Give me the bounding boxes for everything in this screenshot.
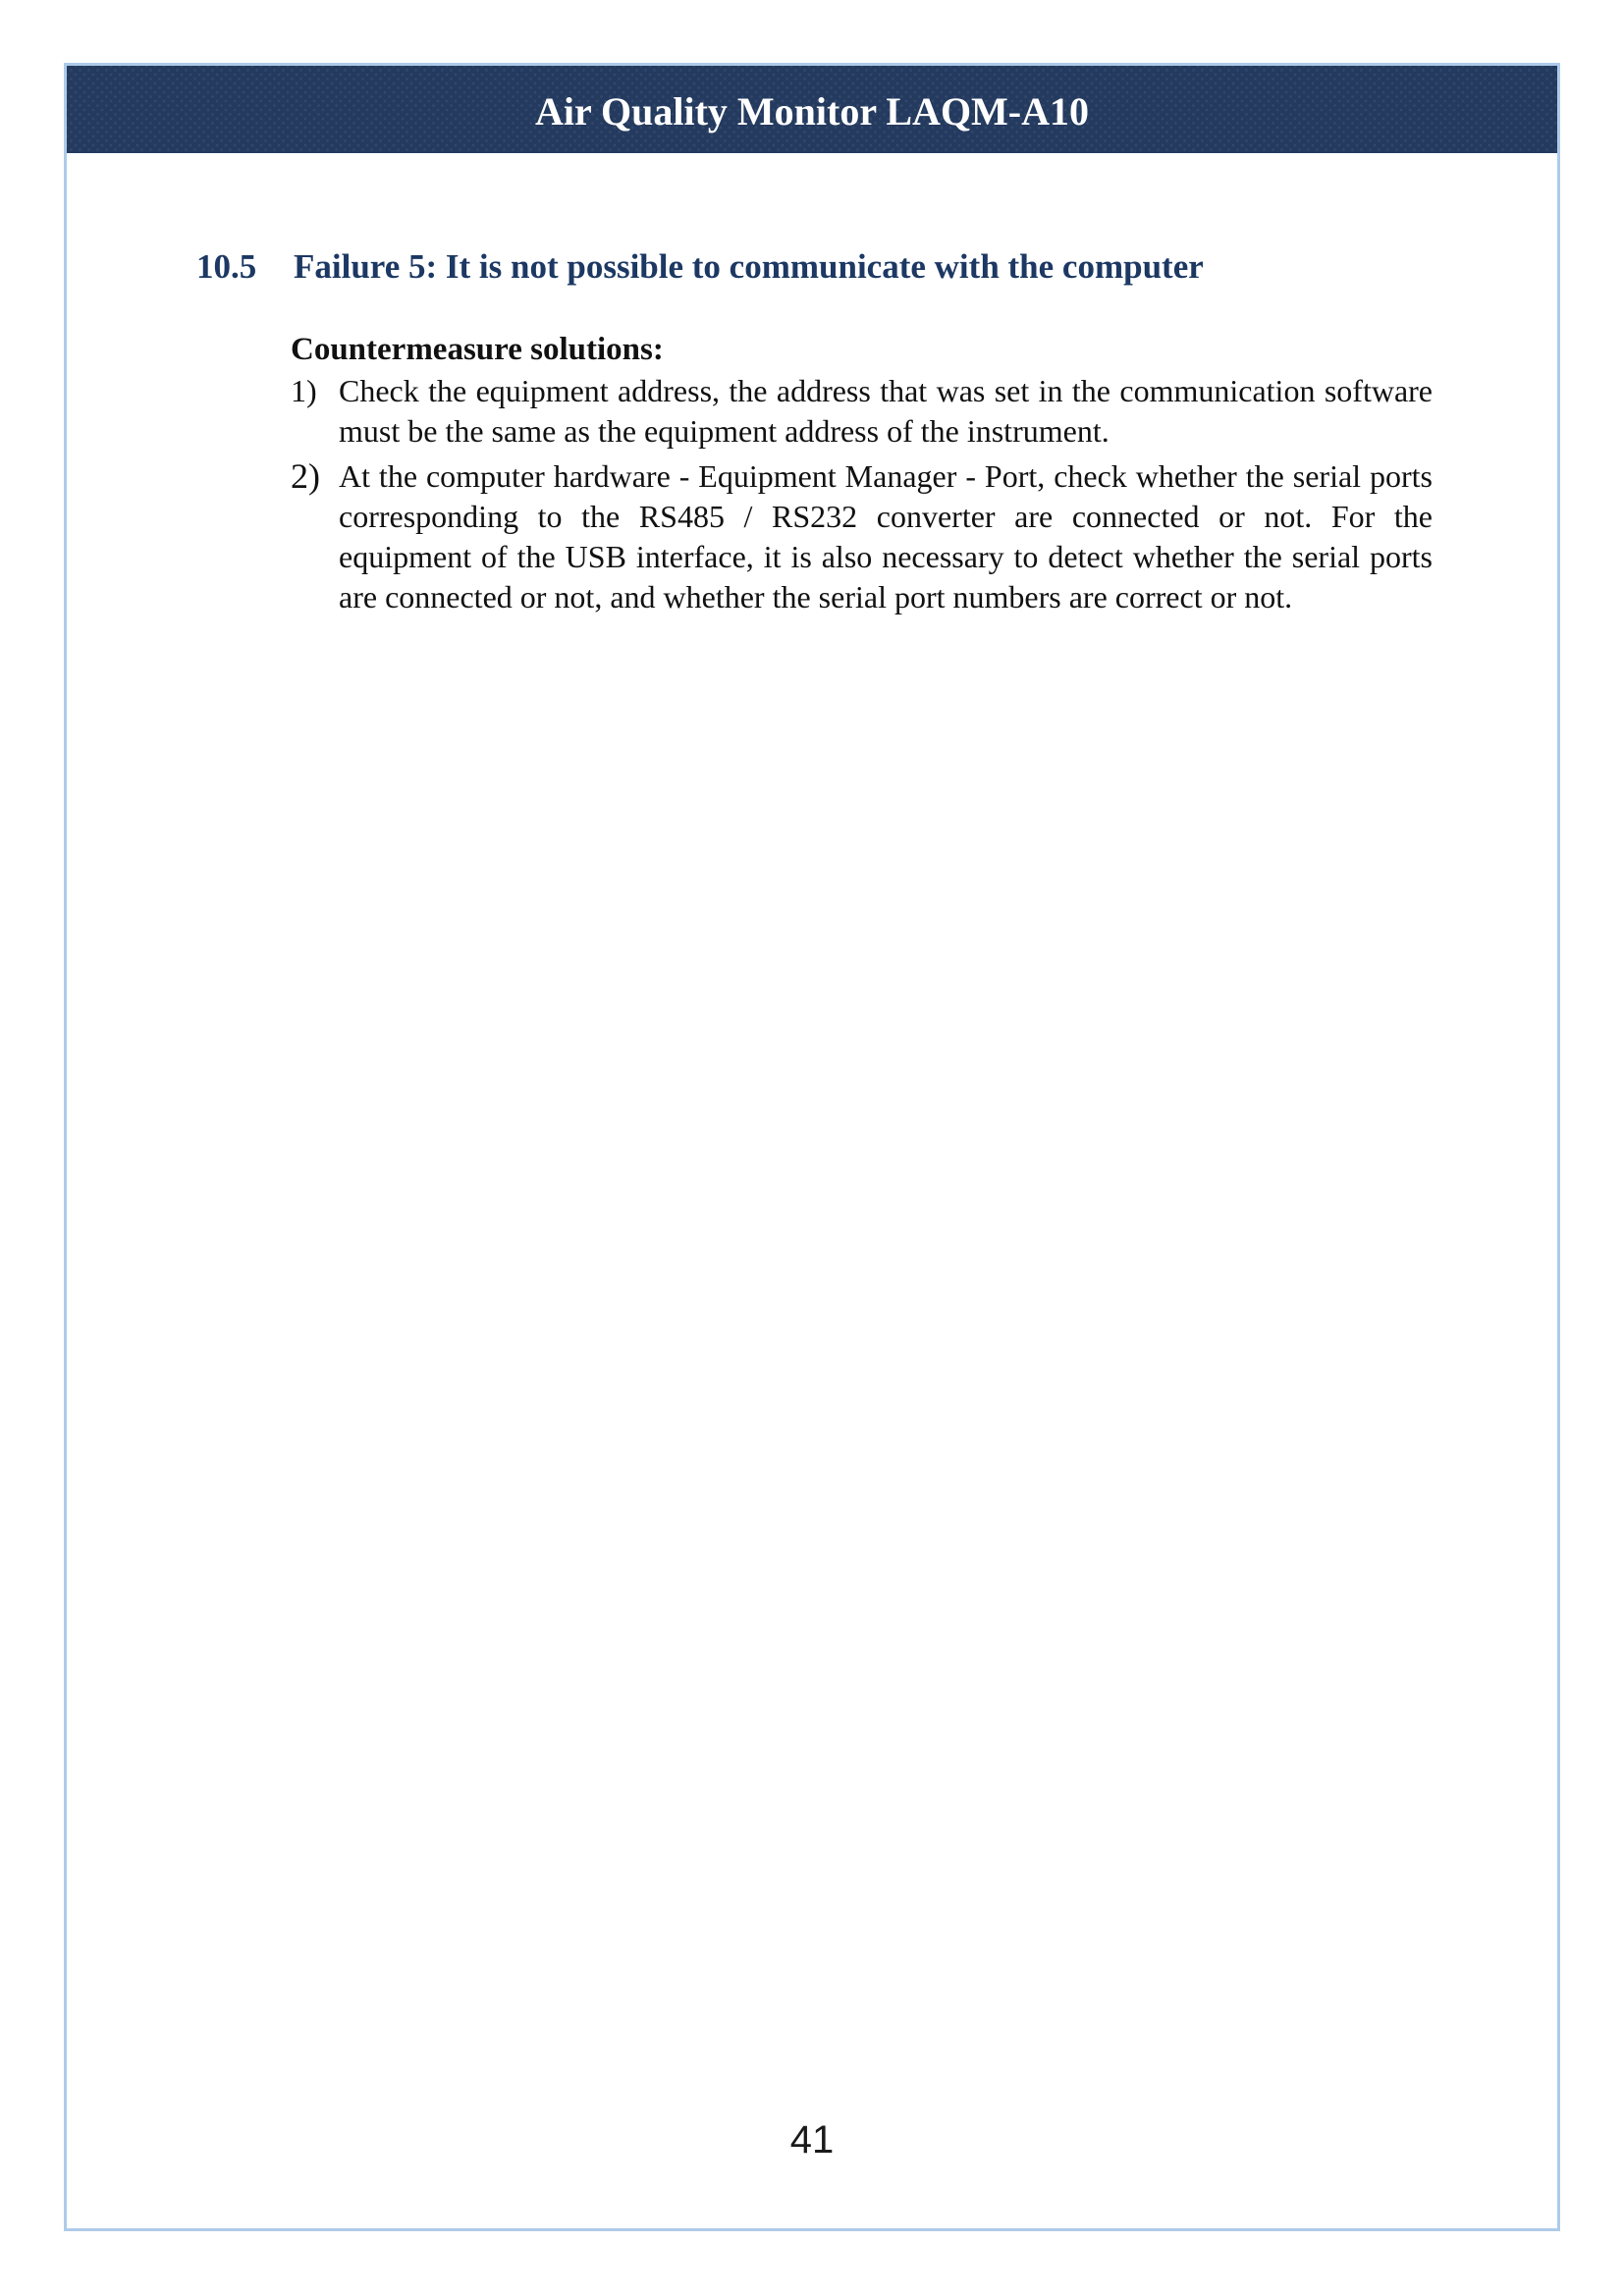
- list-text-2: At the computer hardware - Equipment Manager - Port, check whether the serial ports corresponding to the RS485 / RS232 converter are connected or not. For the equipment of the USB interface, it is also necessary to detect whether the serial ports are connected or not, and whether the serial port numbers are correct or not.: [339, 458, 1433, 614]
- list-item-1: [291, 371, 1433, 452]
- page-frame: [64, 63, 1560, 2231]
- page-number: 41: [789, 2118, 835, 2162]
- list-marker-1: 1): [291, 373, 317, 408]
- content-block: [291, 330, 1433, 617]
- document-title: Air Quality Monitor LAQM-A10: [534, 89, 1090, 133]
- subheading-countermeasure-solutions: Countermeasure solutions:: [291, 332, 664, 367]
- section-number: 10.5: [196, 247, 257, 286]
- list-marker-2: 2): [291, 456, 320, 496]
- section-heading: [196, 245, 1557, 289]
- header-bar: [67, 66, 1557, 153]
- list-item-2: [291, 456, 1433, 617]
- section-title: Failure 5: It is not possible to communicate with the computer: [294, 247, 1204, 286]
- list-text-1: Check the equipment address, the address that was set in the communication software must be the same as the equipment address of the instrument.: [339, 373, 1433, 449]
